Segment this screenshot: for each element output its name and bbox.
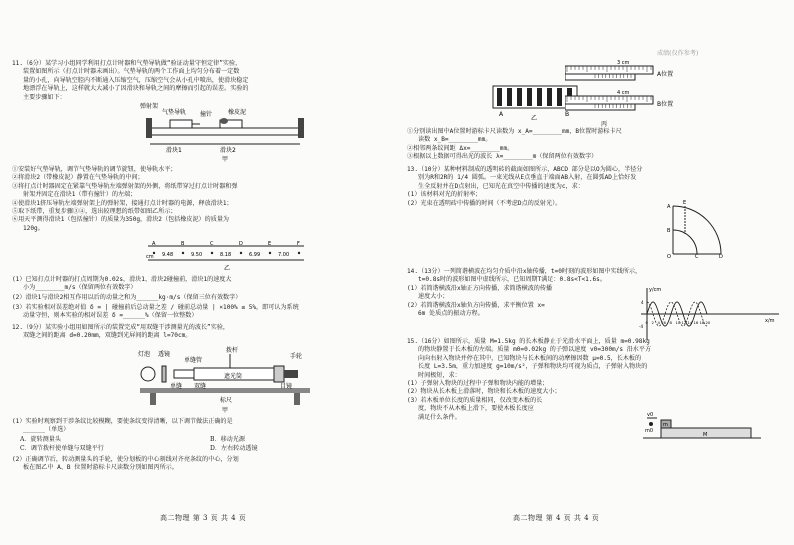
fig-caption-yi: 乙 [531, 115, 538, 120]
wave-x-tick: 16 [693, 320, 699, 325]
dark-fringe [497, 88, 502, 106]
fig15-m0: m0 [645, 428, 654, 434]
wave-x-tick: 0 [645, 320, 648, 325]
label-slit-tube: 单缝管 [184, 357, 203, 364]
q12-sub1: (1）实验时观察到干涉条纹比较模糊，要使条纹变得清晰，以下调节做法正确的是 ______（单选） [12, 418, 233, 434]
dark-fringe [557, 88, 562, 106]
wave-x-tick: 10 [675, 320, 681, 325]
tape-point-label: B [181, 241, 185, 247]
svg-text:B: B [667, 228, 671, 234]
dark-fringe [547, 88, 552, 106]
caliper-4cm: 4 cm [617, 90, 630, 96]
wave-neg-amp-tick: -4 [639, 324, 643, 329]
label-air-track: 气垫导轨 [162, 109, 187, 116]
right-footer: 高二物理 第 4 页 共 4 页 [513, 514, 600, 522]
option-b: B．移动光源 [210, 436, 245, 443]
tape-dot [211, 252, 213, 254]
tape-dot [240, 252, 242, 254]
tape-segment-value: 9.50 [191, 252, 203, 258]
tape-point-label: A [152, 241, 156, 247]
label-lever: 拨杆 [226, 347, 239, 354]
label-lens: 透镜 [158, 351, 171, 358]
wave-x-label: x/m [765, 318, 775, 324]
wave-x-tick: 8 [669, 320, 672, 325]
wave-x-tick: 12 [681, 320, 687, 325]
q11-steps: ①安装好气垫导轨，调节气垫导轨的调节旋钮，使导轨水平； ②将滑块2（带橡皮泥）静置在气垫导轨的中间； ③将打点计时器固定在紧靠气垫导轨左端弹射架的外侧，将纸带穿过打点计时器和弹 射架并固定在滑块1（带有撞针）的左端； ④使滑块1挤压导轨左端弹射架上的弹射架，接通打点计时器的电源，释放滑块1； ⑤取下纸带，重复步骤③④，选出较理想的纸带如图乙所示； ⑥用天平测得滑块1（包括撞针）的质量为350g，滑块2（包括橡皮泥）的质量为 120g。 [12, 166, 238, 232]
q11-sub3: (3）若实验相对误差绝对值 δ = | 碰撞前后总动量之差 / 碰前总动量 | ×100% ≤ 5%，即可认为系统 动量守恒，则本实验的相对误差 δ =______%（保留一位整数） [12, 304, 299, 320]
label-shade-tube: 遮光筒 [224, 373, 243, 380]
fig15-v0: v0 [647, 412, 654, 418]
option-d: D．左右转动透镜 [210, 445, 258, 452]
q12-continued: ①分别读出图中A位置时游标卡尺读数为 x_A=________mm，B位置时游标卡尺 读数 x_B=________mm。 ②相邻两条纹间距 Δx=________mm。 ③根据以上数据可得出光的波长 λ=________m（保留两位有效数字） [407, 128, 622, 161]
q11-intro: 11.（6分）某学习小组同学利用打点计时器和气垫导轨做“验证动量守恒定律”实验， 装置如图所示（打点计时器未画出）。气垫导轨的两个工作面上均匀分布着一定数 量的小孔，向导轨空腔内不断通入压缩空气，压缩空气会从小孔中喷出，使滑块稳定 地漂浮在导轨上，这样就大大减小了因滑块和导轨之间的摩擦而引起的误差。实验的 主要步骤如下： [12, 60, 249, 101]
wave-graph [633, 284, 783, 342]
tape-dot [182, 252, 184, 254]
label-launcher: 弹射架 [140, 103, 159, 110]
tape-segment-value: 6.99 [249, 252, 261, 258]
wave-amp-tick: 4 [641, 300, 644, 305]
label-handwheel: 手轮 [290, 353, 303, 360]
q15-figure [643, 408, 763, 442]
q14-text: 14.（13分）一列简谐横波在均匀介质中沿x轴传播，t=0时刻的波形如图中实线所示， t=0.8s时的波形如图中虚线所示，已知周期T满足：0.8s<T<1.6s。 (1）若简谐横波沿x轴正方向传播，求简谐横波的传播 速度大小； (2）若简谐横波沿x轴负方向传播，求平衡位置 x= 6m 处质点的振动方程。 [407, 268, 642, 318]
fig-caption-bing: 丙 [601, 121, 608, 128]
fringe-label-b: B [565, 111, 570, 118]
svg-text:O: O [667, 254, 671, 258]
svg-text:D: D [719, 254, 723, 258]
tape-segment-value: 8.18 [220, 252, 232, 258]
caliper-pos-a: A位置 [657, 71, 674, 78]
fringe-label-a: A [499, 111, 504, 118]
wave-x-tick: 2 [651, 320, 654, 325]
fig-caption: 甲 [222, 156, 229, 162]
wave-x-tick: 6 [663, 320, 666, 325]
wave-x-tick: 20 [705, 320, 711, 325]
q13-text: 13.（10分）某种材料制成的透明砖的截面如图所示，ABCD 部分是以O为圆心，半径分 别为R和2R的 1/4 圆弧。一束光线从E点垂直于端面AB入射，在圆弧AD上恰好发 生全反射并在D点射出，已知光在真空中传播的速度为c，求： (1）该材料对光的折射率； (2）光束在透明砖中传播的时间（不考虑D点的反射光）。 [407, 166, 643, 207]
caliper-3cm: 3 cm [617, 60, 630, 66]
svg-text:C: C [695, 254, 699, 258]
paper-tape-figure [146, 240, 306, 272]
tape-dot [298, 252, 300, 254]
label-slider1: 滑块1 [166, 147, 182, 154]
fig15-M: M [703, 432, 708, 438]
fig15-m: m [663, 422, 668, 428]
label-ruler: 标尺 [220, 397, 233, 404]
q13-figure [665, 198, 725, 258]
wave-y-label: y/cm [649, 287, 662, 293]
dark-fringe [527, 88, 532, 106]
left-footer: 高二物理 第 3 页 共 4 页 [160, 514, 247, 522]
tape-caption: 乙 [224, 265, 231, 272]
tape-point-label: C [210, 241, 214, 247]
wave-x-tick: 14 [687, 320, 693, 325]
vernier-caliper-figure [565, 56, 695, 128]
tape-point-label: D [239, 241, 243, 247]
wave-x-tick: 18 [699, 320, 705, 325]
label-slider2: 滑块2 [220, 147, 236, 154]
q12-sub2: (2）正确调节后，转动测量头的手轮，使分划板的中心刻线对齐亮条纹的中心，分划 板在图乙中 A、B 位置时游标卡尺读数分别如图丙所示。 [12, 456, 239, 472]
label-double-slit: 双缝 [194, 383, 207, 390]
faded-stamp: 成绩(仅作参考) [657, 50, 699, 57]
air-track-figure [140, 100, 310, 162]
q11-sub2: (2）滑块1与滑块2相互作用以后的动量之和为______kg·m/s（保留三位有效数字） [12, 294, 242, 301]
tape-segment-value: 9.48 [162, 252, 174, 258]
q11-sub1: (1）已知打点计时器的打点周期为0.02s，滑块1、滑块2碰撞前，滑块1的速度大 小为________m/s（保留两位有效数字） [12, 276, 232, 292]
caliper-pos-b: B位置 [657, 101, 674, 108]
wave-x-tick: 4 [657, 320, 660, 325]
option-a: A．旋转测量头 [20, 436, 61, 443]
option-c: C．调节拨杆使单缝与双缝平行 [20, 445, 104, 452]
tape-point-label: F [297, 241, 300, 247]
svg-text:E: E [683, 200, 687, 206]
tape-segment-value: 7.00 [278, 252, 290, 258]
q12-intro: 12.（9分）某实验小组用如图所示的装置完成“用双缝干涉测量光的波长”实验， 双缝之间的距离 d=0.20mm，双缝到光屏间的距离 l=70cm。 [12, 324, 230, 340]
tape-point-label: E [268, 241, 272, 247]
label-single-slit: 单缝 [170, 383, 183, 390]
tape-unit: cm [146, 254, 154, 260]
tape-points [152, 241, 300, 258]
label-eyepiece: 目镜 [280, 383, 293, 390]
dark-fringe [537, 88, 542, 106]
dark-fringe [507, 88, 512, 106]
label-putty: 橡皮泥 [228, 109, 247, 116]
right-page [397, 0, 794, 545]
label-striker: 撞针 [200, 111, 213, 118]
label-bulb: 灯泡 [138, 351, 151, 358]
double-slit-apparatus [130, 344, 320, 414]
dark-fringe [517, 88, 522, 106]
svg-text:A: A [667, 204, 671, 210]
q15-text: 15.（16分）如图所示，质量 M=1.5kg 的长木板静止于光滑水平面上，质量 m=0.98kg 的物块静置于长木板的左端。质量 m0=0.02kg 的子弹以速度 v0=300m/s 沿水平方 向向右射入物块并停在其中，已知物块与长木板间的动摩擦因数 μ=0.5，长木板的 长度 L=3.5m，重力加速度 g=10m/s²，子弹和物块均可视为质点，子弹射入物块的 时间极短，求： (1）子弹射入物块的过程中子弹和物块内能的增量； (2）物块从长木板上滑落时，物块和长木板的速度大小； (3）若木板单位长度的质量相同，仅改变木板的长 度，物块不从木板上滑下，要使木板长度应 满足什么条件。 [407, 338, 652, 421]
fig-caption-12: 甲 [222, 407, 229, 414]
tape-dot [269, 252, 271, 254]
